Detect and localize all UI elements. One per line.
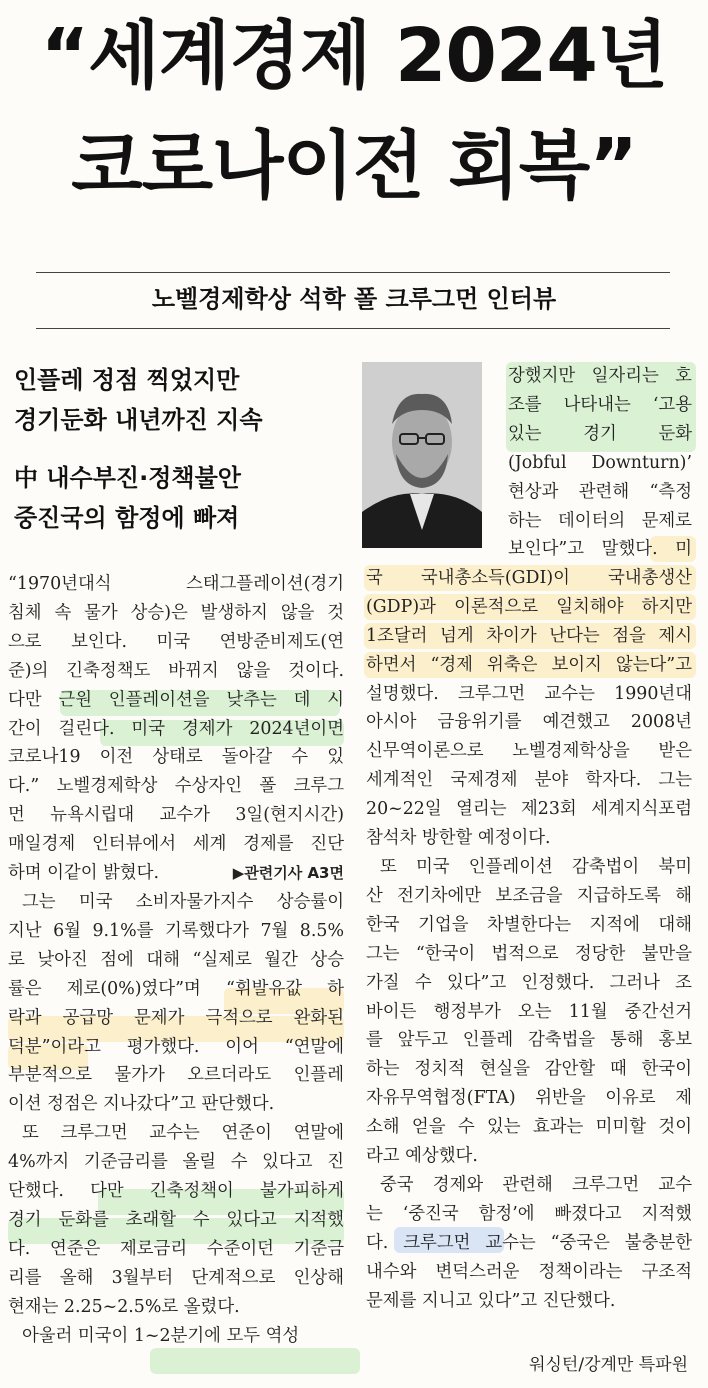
text-line: 세계적인 국제경제 분야 학자다. 그는 — [366, 770, 692, 791]
text-line: 으로 보인다. 미국 연방준비제도(연 — [8, 631, 344, 652]
text-line: 리를 올해 3월부터 단계적으로 인상해 — [8, 1267, 344, 1288]
top-rule — [36, 272, 670, 273]
deck-group-1 — [14, 360, 346, 440]
text-line: 조를 나타내는 ‘고용 — [508, 394, 692, 415]
text-line: 하면서 “경제 위축은 보이지 않는다”고 — [366, 654, 692, 675]
text-line: 코로나19 이전 상태로 돌아갈 수 있 — [8, 747, 344, 768]
deck-line-1: 인플레 정점 찍었지만 — [14, 366, 240, 394]
text-line: 중국 경제와 관련해 크루그먼 교수 — [380, 1174, 692, 1195]
text-line: 장했지만 일자리는 호 — [508, 366, 692, 386]
deck-line-3: 中 내수부진·정책불안 — [14, 464, 241, 492]
text-line: 준)의 긴축정책도 바뀌지 않을 것이다. — [8, 660, 344, 681]
portrait-photo — [362, 362, 482, 548]
text-line: 자유무역협정(FTA) 위반을 이유로 제 — [366, 1088, 692, 1109]
text-line: 경기 둔화를 초래할 수 있다고 지적했 — [8, 1209, 344, 1230]
subtitle: 노벨경제학상 석학 폴 크루그먼 인터뷰 — [151, 285, 557, 313]
text-line: 침체 속 물가 상승)은 발생하지 않을 것 — [8, 602, 344, 623]
text-line: 현상과 관련해 “측정 — [508, 481, 692, 502]
text-line: 소해 얻을 수 있는 효과는 미미할 것이 — [366, 1117, 692, 1138]
text-line: 하는 데이터의 문제로 — [508, 510, 692, 531]
right-column — [366, 535, 692, 1315]
text-line: 4%까지 기준금리를 올릴 수 있다고 진 — [8, 1152, 344, 1173]
text-line: 매일경제 인터뷰에서 세계 경제를 진단 — [8, 834, 344, 855]
text-line: 또 미국 인플레이션 감축법이 북미 — [380, 856, 692, 877]
highlight-mark — [150, 1348, 360, 1374]
text-span: 하며 이같이 밝혔다. — [8, 863, 159, 884]
related-article-link[interactable]: ▶관련기사 A3면 — [232, 864, 344, 883]
text-line: 락과 공급망 문제가 극적으로 완화된 — [8, 1007, 344, 1028]
text-line: 문제를 지니고 있다”고 진단했다. — [366, 1290, 616, 1311]
text-line: 를 앞두고 인플레 감축법을 통해 홍보 — [366, 1030, 692, 1051]
text-line: 있는 경기 둔화 — [508, 423, 692, 444]
text-line: 바이든 행정부가 오는 11월 중간선거 — [366, 1001, 692, 1022]
text-line: 국 국내총소득(GDI)이 국내총생산 — [366, 567, 692, 588]
text-line: “1970년대식 스태그플레이션(경기 — [8, 574, 344, 594]
text-line: 라고 예상했다. — [366, 1146, 478, 1167]
text-line: 다만 근원 인플레이션을 낮추는 데 시 — [8, 689, 344, 710]
text-line: 설명했다. 크루그먼 교수는 1990년대 — [366, 683, 692, 704]
text-line: 보인다”고 말했다. 미 — [508, 539, 692, 559]
deck-line-4: 중진국의 함정에 빠져 — [14, 504, 240, 532]
text-line: 내수와 변덕스러운 정책이라는 구조적 — [366, 1261, 692, 1282]
text-line: 가질 수 있다”고 인정했다. 그러나 조 — [366, 972, 692, 993]
text-line: 덕분”이라고 평가했다. 이어 “연말에 — [8, 1036, 344, 1057]
text-line: 로 낮아진 점에 대해 “실제로 월간 상승 — [8, 949, 344, 970]
bottom-rule — [36, 328, 670, 329]
text-line: 그는 “한국이 법적으로 정당한 불만을 — [366, 943, 692, 964]
text-line: 률은 제로(0%)였다”며 “휘발유값 하 — [8, 978, 344, 999]
text-line: 단했다. 다만 긴축정책이 불가피하게 — [8, 1181, 344, 1202]
text-line: 아울러 미국이 1~2분기에 모두 역성 — [22, 1325, 300, 1346]
headline-line-1: “세계경제 2024년 — [40, 13, 668, 99]
text-line: (Jobful Downturn)’ — [508, 452, 692, 473]
text-line: 참석차 방한할 예정이다. — [366, 828, 551, 849]
deck-line-2: 경기둔화 내년까진 지속 — [14, 406, 263, 434]
text-line: (GDP)과 이론적으로 일치해야 하지만 — [366, 596, 692, 617]
right-column-top — [508, 362, 692, 535]
text-line: 또 크루그먼 교수는 연준이 연말에 — [22, 1123, 344, 1144]
text-line: 간이 걸린다. 미국 경제가 2024년이면 — [8, 718, 344, 739]
text-line: 산 전기차에만 보조금을 지급하도록 해 — [366, 885, 692, 906]
text-line: 아시아 금융위기를 예견했고 2008년 — [366, 712, 692, 733]
left-column — [8, 570, 344, 1350]
portrait-illustration — [362, 362, 482, 548]
text-line: 20~22일 열리는 제23회 세계지식포럼 — [366, 799, 692, 820]
text-line: 다. 크루그먼 교수는 “중국은 불충분한 — [366, 1232, 692, 1253]
text-line-with-related — [8, 859, 344, 888]
text-line: 는 ‘중진국 함정’에 빠졌다고 지적했 — [366, 1203, 692, 1224]
text-line: 다. 연준은 제로금리 수준이던 기준금 — [8, 1238, 344, 1259]
byline: 워싱턴/강계만 특파원 — [529, 1355, 688, 1375]
text-line: 한국 기업을 차별한다는 지적에 대해 — [366, 914, 692, 935]
headline-line-2: 코로나이전 회복” — [71, 123, 637, 209]
text-line: 신무역이론으로 노벨경제학상을 받은 — [366, 741, 692, 762]
text-line: 하는 정치적 현실을 감안할 때 한국이 — [366, 1059, 692, 1080]
deck-group-2 — [14, 458, 346, 538]
text-line: 1조달러 넘게 차이가 난다는 점을 제시 — [366, 625, 692, 646]
text-line: 이션 정점은 지나갔다”고 판단했다. — [8, 1094, 275, 1115]
text-line: 부분적으로 물가가 오르더라도 인플레 — [8, 1065, 344, 1086]
text-line: 다.” 노벨경제학상 수상자인 폴 크루그 — [8, 776, 344, 797]
text-line: 먼 뉴욕시립대 교수가 3일(현지시간) — [8, 805, 344, 826]
text-line: 현재는 2.25~2.5%로 올렸다. — [8, 1296, 240, 1317]
text-line: 그는 미국 소비자물가지수 상승률이 — [22, 891, 344, 912]
text-line: 지난 6월 9.1%를 기록했다가 7월 8.5% — [8, 920, 344, 941]
